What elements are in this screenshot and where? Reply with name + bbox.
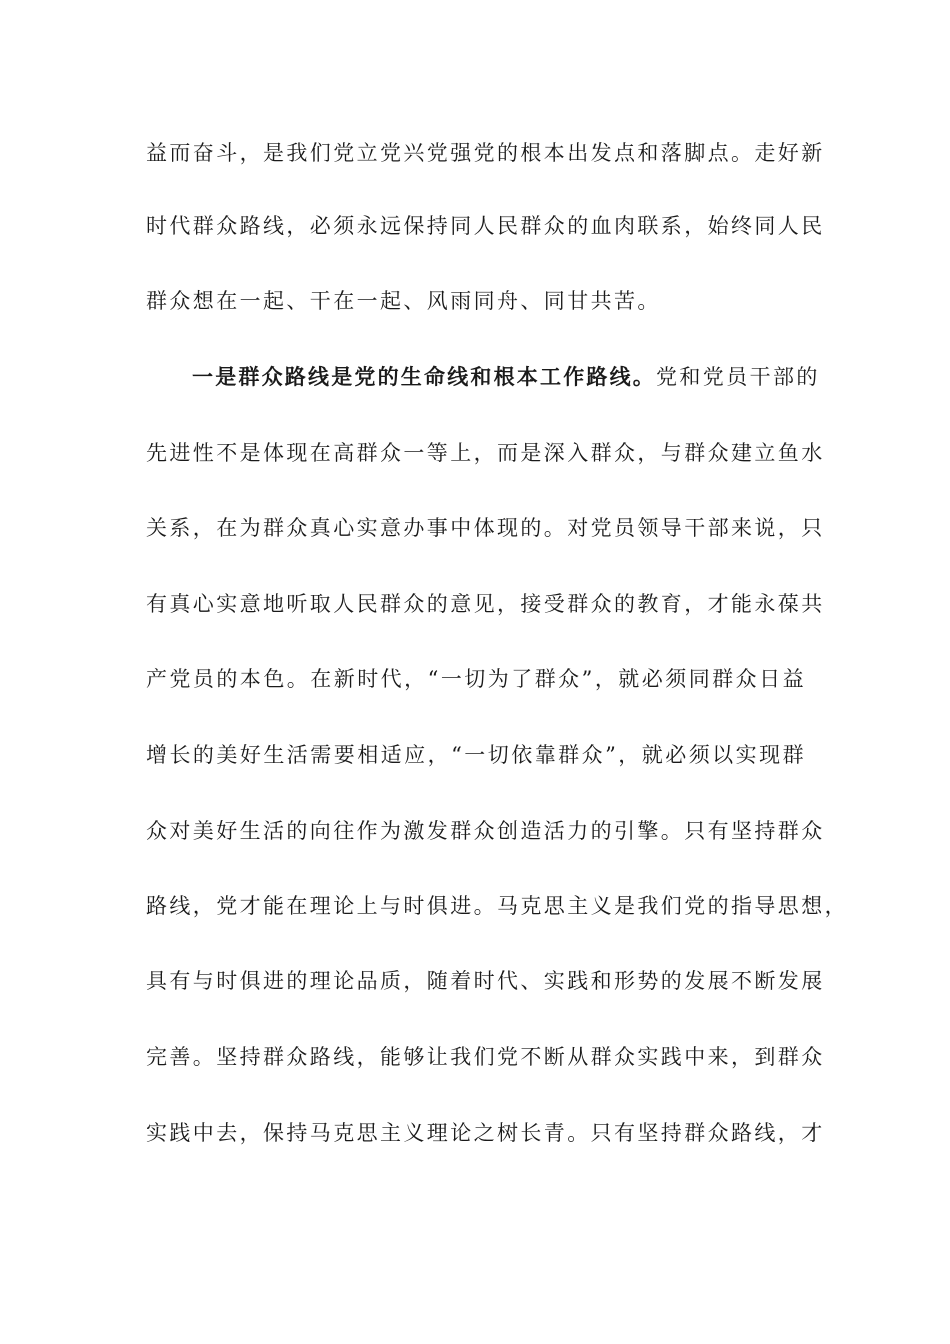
text-line: 有真心实意地听取人民群众的意见，接受群众的教育，才能永葆共 (146, 592, 825, 616)
text-line: 益而奋斗，是我们党立党兴党强党的根本出发点和落脚点。走好新 (146, 141, 825, 165)
text-line: 实践中去，保持马克思主义理论之树长青。只有坚持群众路线，才 (146, 1121, 825, 1145)
text-line: 先进性不是体现在高群众一等上，而是深入群众，与群众建立鱼水 (146, 441, 825, 465)
text-line: 产党员的本色。在新时代，“一切为了群众”，就必须同群众日益 (146, 667, 806, 691)
text-line: 路线，党才能在理论上与时俱进。马克思主义是我们党的指导思想， (146, 894, 848, 918)
text-line: 关系，在为群众真心实意办事中体现的。对党员领导干部来说，只 (146, 516, 825, 540)
text-fragment: 党和党员干部的 (656, 365, 820, 389)
text-line: 众对美好生活的向往作为激发群众创造活力的引擎。只有坚持群众 (146, 819, 825, 843)
text-line: 群众想在一起、干在一起、风雨同舟、同甘共苦。 (146, 289, 661, 313)
text-line: 增长的美好生活需要相适应，“一切依靠群众”，就必须以实现群 (146, 743, 806, 767)
text-line: 完善。坚持群众路线，能够让我们党不断从群众实践中来，到群众 (146, 1045, 825, 1069)
text-line: 时代群众路线，必须永远保持同人民群众的血肉联系，始终同人民 (146, 214, 825, 238)
text-line: 具有与时俱进的理论品质，随着时代、实践和形势的发展不断发展 (146, 969, 825, 993)
paragraph-heading: 一是群众路线是党的生命线和根本工作路线。 (192, 364, 656, 389)
paragraph-first-line (192, 363, 820, 391)
